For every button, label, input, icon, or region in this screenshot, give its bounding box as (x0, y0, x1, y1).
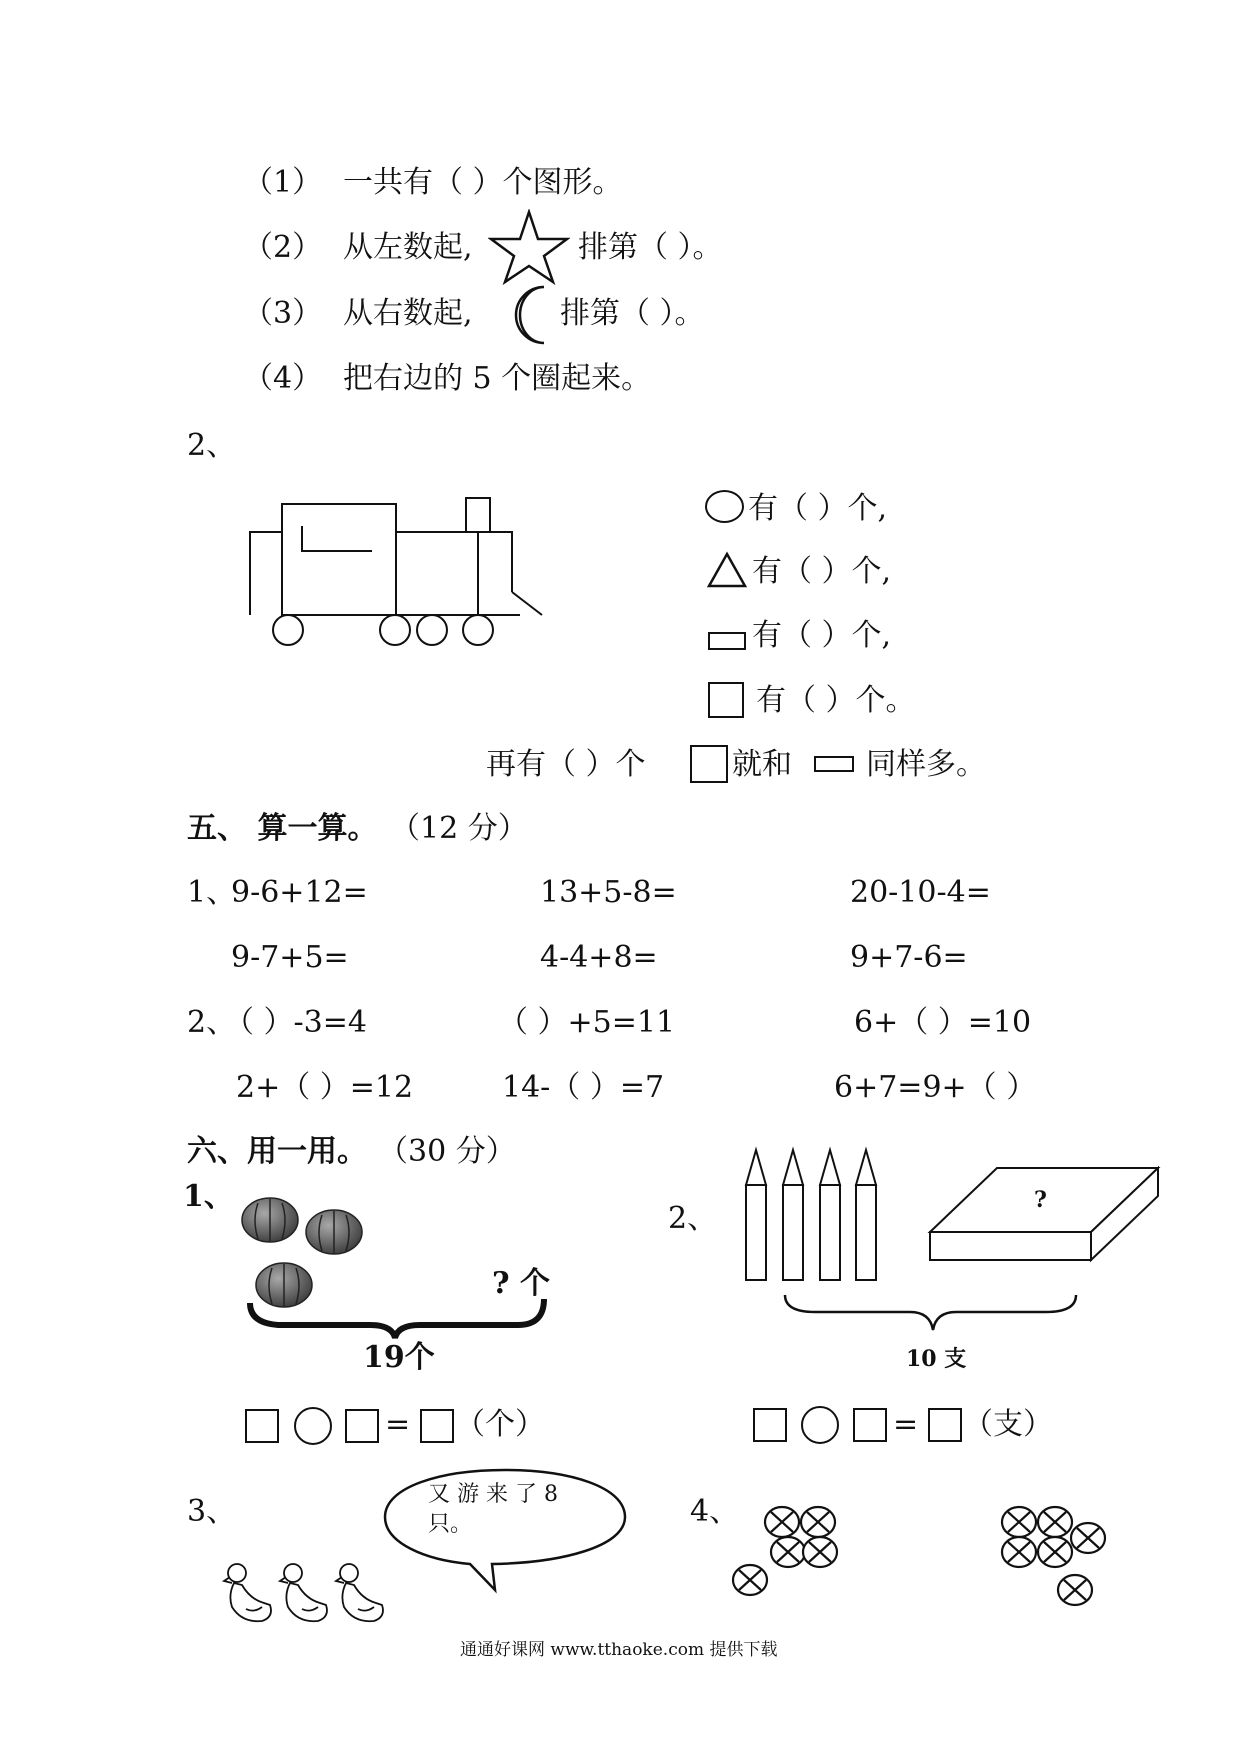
answer-box[interactable] (345, 1409, 379, 1443)
train-figure (240, 490, 560, 650)
problem-1-label: 1、 (183, 1179, 234, 1214)
crescent-moon-icon (498, 283, 554, 347)
equation: （ ）+5=11 (498, 1005, 676, 1040)
item-4-text: 把右边的 5 个圈起来。 (343, 361, 652, 396)
circle-count-text: 有（ ）个, (748, 491, 888, 526)
total-brace (780, 1290, 1080, 1340)
rectangle-shape-icon (814, 756, 854, 772)
footer-text: 通通好课网 www.tthaoke.com 提供下载 (460, 1640, 778, 1660)
answer-box[interactable] (753, 1408, 787, 1442)
equation: 6+（ ）=10 (854, 1005, 1032, 1040)
equation: 20-10-4= (850, 875, 991, 910)
pencil-box-icon (925, 1160, 1165, 1270)
square-shape-icon (708, 682, 744, 718)
speech-line-1: 又 游 来 了 8 (428, 1482, 558, 1507)
answer-box[interactable] (928, 1408, 962, 1442)
section-6-title: 六、用一用。 (187, 1134, 367, 1169)
item-3-prefix: 从右数起, (343, 296, 473, 331)
star-icon (488, 209, 570, 285)
operator-circle[interactable] (294, 1407, 332, 1445)
problem-3-label: 3、 (187, 1494, 237, 1529)
problem-1-total: 19个 (363, 1340, 435, 1375)
section-5-title: 五、 算一算。 (187, 811, 378, 846)
answer-box[interactable] (245, 1409, 279, 1443)
equals-sign: = (893, 1407, 919, 1442)
square-shape-icon (690, 745, 728, 783)
speech-line-2: 只。 (428, 1512, 473, 1537)
problem-2-label: 2、 (668, 1201, 718, 1236)
item-4-number: （4） (243, 361, 323, 396)
unit-ge: （个） (455, 1407, 545, 1442)
equation: 4-4+8= (540, 940, 658, 975)
problem-1-question: ? 个 (492, 1266, 551, 1301)
q2-label: 2、 (187, 428, 237, 463)
square-count-text: 有（ ）个。 (756, 683, 916, 718)
pencils-figure (740, 1145, 880, 1285)
triangle-count-text: 有（ ）个, (752, 554, 892, 589)
equation: 9-7+5= (231, 940, 349, 975)
section-6-score: （30 分） (378, 1134, 516, 1169)
equation: 6+7=9+（ ） (834, 1070, 1037, 1105)
compare-prefix: 再有（ ）个 (486, 747, 646, 782)
equation: 9+7-6= (850, 940, 968, 975)
equation: 2+（ ）=12 (236, 1070, 414, 1105)
circle-shape-icon (705, 490, 744, 523)
section-5-score: （12 分） (390, 811, 528, 846)
item-2-suffix: 排第（ ）。 (578, 230, 723, 265)
pencil-box-question: ? (1034, 1187, 1047, 1213)
equation: （ ）-3=4 (224, 1005, 367, 1040)
unit-zhi: （支） (963, 1407, 1053, 1442)
answer-box[interactable] (420, 1409, 454, 1443)
ducks-figure (222, 1555, 402, 1635)
compare-mid: 就和 (732, 747, 792, 782)
rectangle-count-text: 有（ ）个, (752, 618, 892, 653)
q2-calc-label: 2、 (187, 1005, 237, 1040)
item-1-text: 一共有（ ）个图形。 (343, 165, 623, 200)
crossed-circles-group-left (728, 1500, 858, 1610)
problem-2-total: 10 支 (906, 1346, 967, 1372)
equation: 13+5-8= (540, 875, 677, 910)
item-3-number: （3） (243, 296, 323, 331)
answer-box[interactable] (853, 1408, 887, 1442)
equation: 9-6+12= (231, 875, 368, 910)
equation: 14-（ ）=7 (502, 1070, 665, 1105)
item-2-prefix: 从左数起, (343, 230, 473, 265)
rectangle-shape-icon (708, 632, 746, 650)
problem-4-label: 4、 (690, 1494, 740, 1529)
item-3-suffix: 排第（ ）。 (560, 296, 705, 331)
item-1-number: （1） (243, 165, 323, 200)
q1-label: 1、 (187, 875, 237, 910)
item-2-number: （2） (243, 230, 323, 265)
compare-suffix: 同样多。 (866, 747, 986, 782)
crossed-circles-group-right (995, 1500, 1125, 1620)
triangle-shape-icon (706, 551, 748, 589)
operator-circle[interactable] (801, 1406, 839, 1444)
equals-sign: = (385, 1407, 411, 1442)
